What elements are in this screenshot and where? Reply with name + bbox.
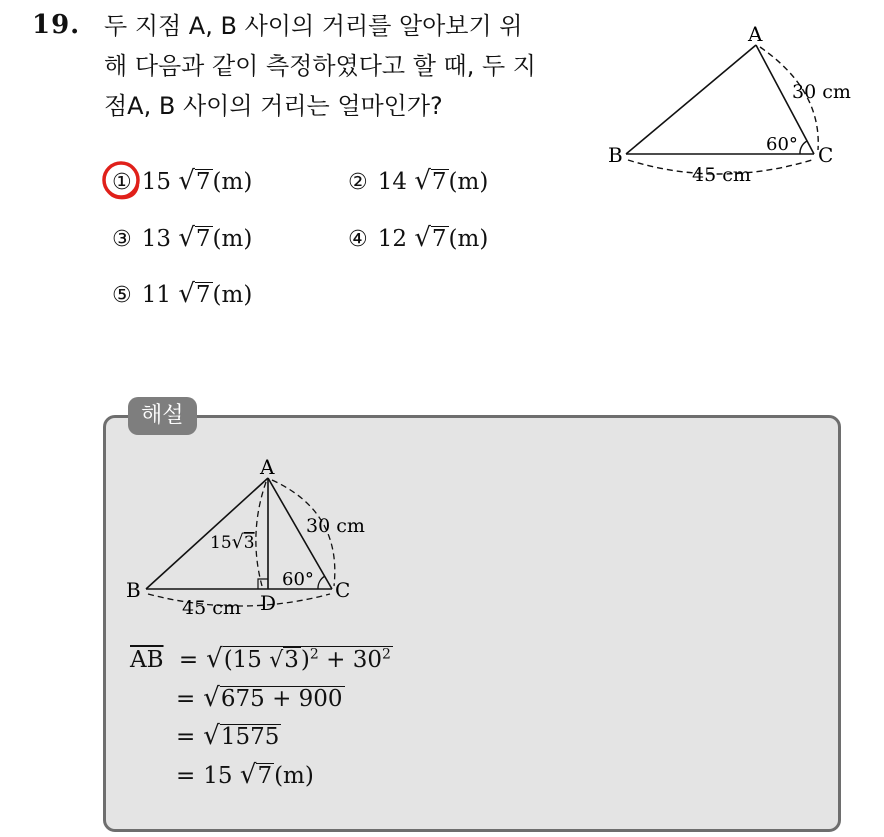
question-line: 점A, B 사이의 거리는 얼마인가? <box>104 92 443 120</box>
vertex-b-label: B <box>126 578 141 602</box>
vertex-d-label: D <box>260 591 277 615</box>
angle-c-label: 60° <box>282 569 314 590</box>
segment-ab: $\overline{AB}$ <box>130 647 164 673</box>
solution-step-3: = √1575 <box>176 721 280 751</box>
angle-c-label: 60° <box>766 134 798 155</box>
answer-option-5[interactable]: ⑤ 11 √7(m) <box>112 279 253 309</box>
arc-ad <box>256 482 266 586</box>
question-line: 두 지점 A, B 사이의 거리를 알아보기 위 <box>104 12 523 40</box>
angle-arc-c <box>318 576 325 589</box>
solution-tag: 해설 <box>128 397 197 435</box>
side-ab <box>626 45 756 154</box>
height-label: 15√3 <box>210 531 255 553</box>
vertex-a-label: A <box>260 455 275 479</box>
question-triangle-figure <box>600 20 870 195</box>
vertex-c-label: C <box>335 578 351 602</box>
question-text <box>104 6 584 126</box>
answer-option-2[interactable]: ② 14 √7(m) <box>348 166 489 196</box>
right-angle-mark <box>258 579 268 589</box>
side-ac-label: 30 cm <box>306 515 365 537</box>
answer-option-1[interactable]: ① 15 √7(m) <box>112 166 253 196</box>
vertex-b-label: B <box>608 143 623 167</box>
solution-step-2: = √675 + 900 <box>176 683 343 713</box>
option-number: ③ <box>112 227 132 252</box>
side-bc-label: 45 cm <box>692 164 751 186</box>
solution-triangle-figure <box>120 452 380 622</box>
option-number: ④ <box>348 227 368 252</box>
option-number: ① <box>112 170 132 195</box>
angle-arc-c <box>800 141 807 154</box>
vertex-c-label: C <box>818 143 834 167</box>
answer-option-4[interactable]: ④ 12 √7(m) <box>348 223 489 253</box>
question-line: 해 다음과 같이 측정하였다고 할 때, 두 지 <box>104 52 536 80</box>
option-number: ② <box>348 170 368 195</box>
vertex-a-label: A <box>748 22 763 46</box>
side-ac-label: 30 cm <box>792 81 851 103</box>
option-number: ⑤ <box>112 283 132 308</box>
solution-step-4: = 15 √7(m) <box>176 760 314 790</box>
question-number: 19. <box>32 10 81 40</box>
answer-option-3[interactable]: ③ 13 √7(m) <box>112 223 253 253</box>
solution-step-1: $\overline{AB} = √(15$ $√3)^2 + 30^2$ <box>130 644 391 674</box>
side-bc-label: 45 cm <box>182 597 241 619</box>
